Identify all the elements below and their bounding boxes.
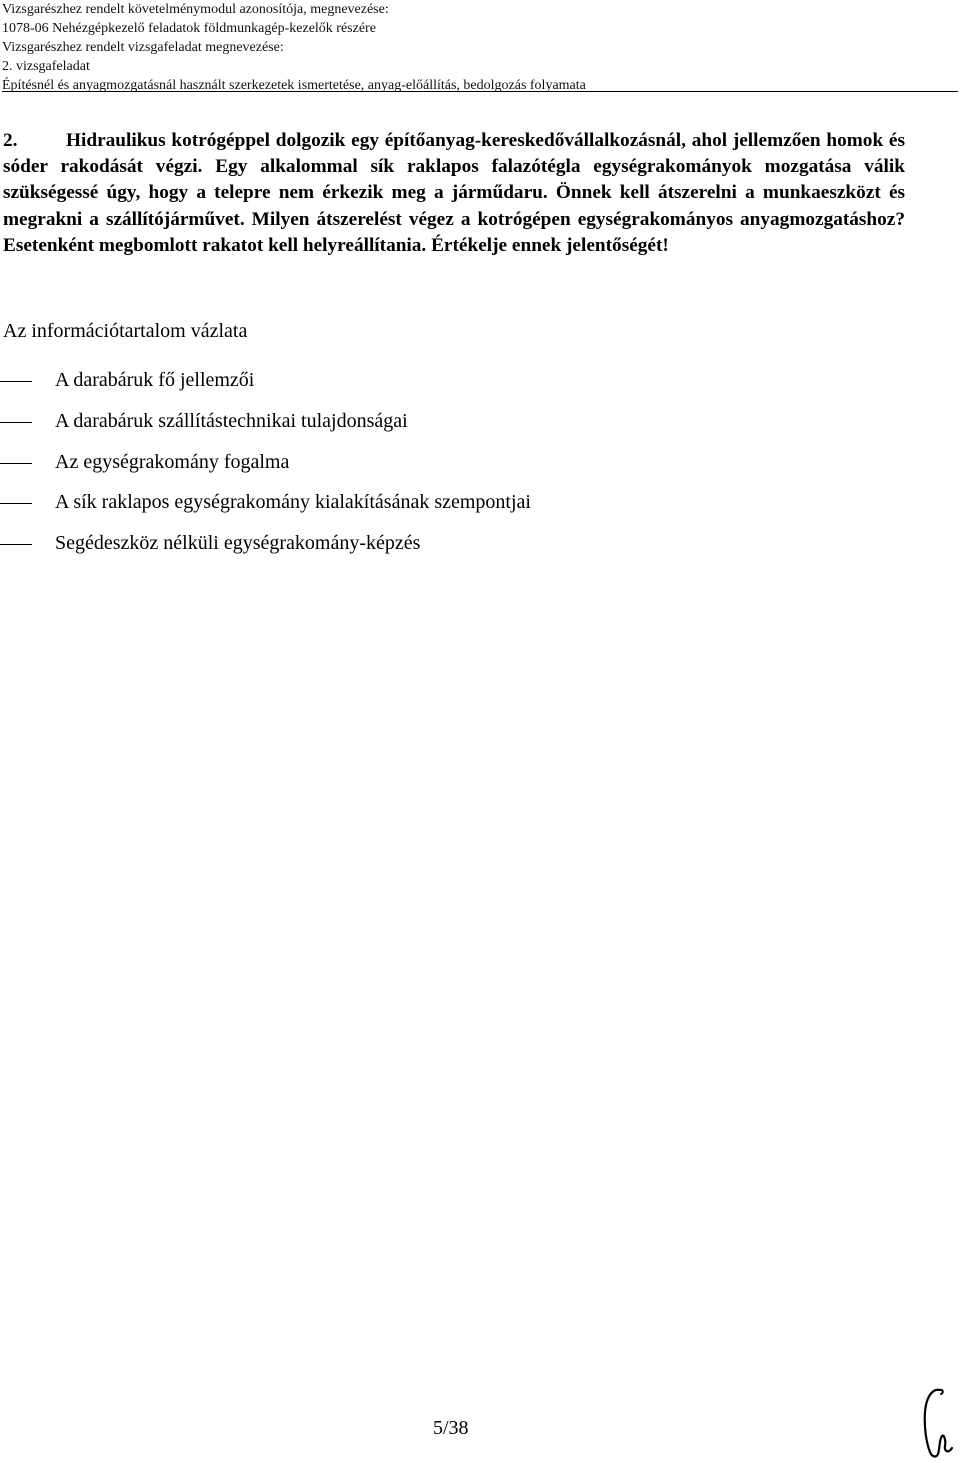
dash-bullet-icon [0,503,32,504]
dash-bullet-icon [0,422,32,423]
header-divider [2,91,958,92]
outline-title: Az információtartalom vázlata [3,320,248,342]
header-task-label: Vizsgarészhez rendelt vizsgafeladat megnevezése: [2,40,284,55]
dash-bullet-icon [0,381,32,382]
header-module-name: 1078-06 Nehézgépkezelő feladatok földmunkagép-kezelők részére [2,21,376,36]
task-text: Hidraulikus kotrógéppel dolgozik egy építőanyag-kereskedővállalkozásnál, ahol jellemzően homok és sóder rakodását végzi. Egy alkalommal sík raklapos falazótégla egységrakományok mozgatása válik szükségessé úgy, hogy a telepre nem érkezik meg a járműdaru. Önnek kell átszerelni a munkaeszközt és megrakni a szállítójárművet. Milyen átszerelést végez a kotrógépen egységrakományos anyagmozgatáshoz? Esetenként megbomlott rakatot kell helyreállítania. Értékelje ennek jelentőségét! [3,130,905,256]
list-item-text: A darabáruk szállítástechnikai tulajdonságai [55,409,408,432]
list-item-text: A sík raklapos egységrakomány kialakításának szempontjai [55,491,531,514]
list-item-text: Az egységrakomány fogalma [55,450,290,473]
list-item-text: A darabáruk fő jellemzői [55,369,255,391]
header-task-number: 2. vizsgafeladat [2,59,90,74]
list-item-text: Segédeszköz nélküli egységrakomány-képzés [55,532,421,554]
header-task-title: Építésnél és anyagmozgatásnál használt szerkezetek ismertetése, anyag-előállítás, bedolgozás folyamata [2,78,586,93]
task-description [3,128,905,259]
header-module-label: Vizsgarészhez rendelt követelménymodul azonosítója, megnevezése: [2,2,389,17]
page-number: 5/38 [433,1417,469,1439]
dash-bullet-icon [0,463,32,464]
document-header [2,0,952,95]
task-number: 2. [3,130,18,151]
handwritten-initial-signature [918,1384,958,1460]
dash-bullet-icon [0,544,32,545]
